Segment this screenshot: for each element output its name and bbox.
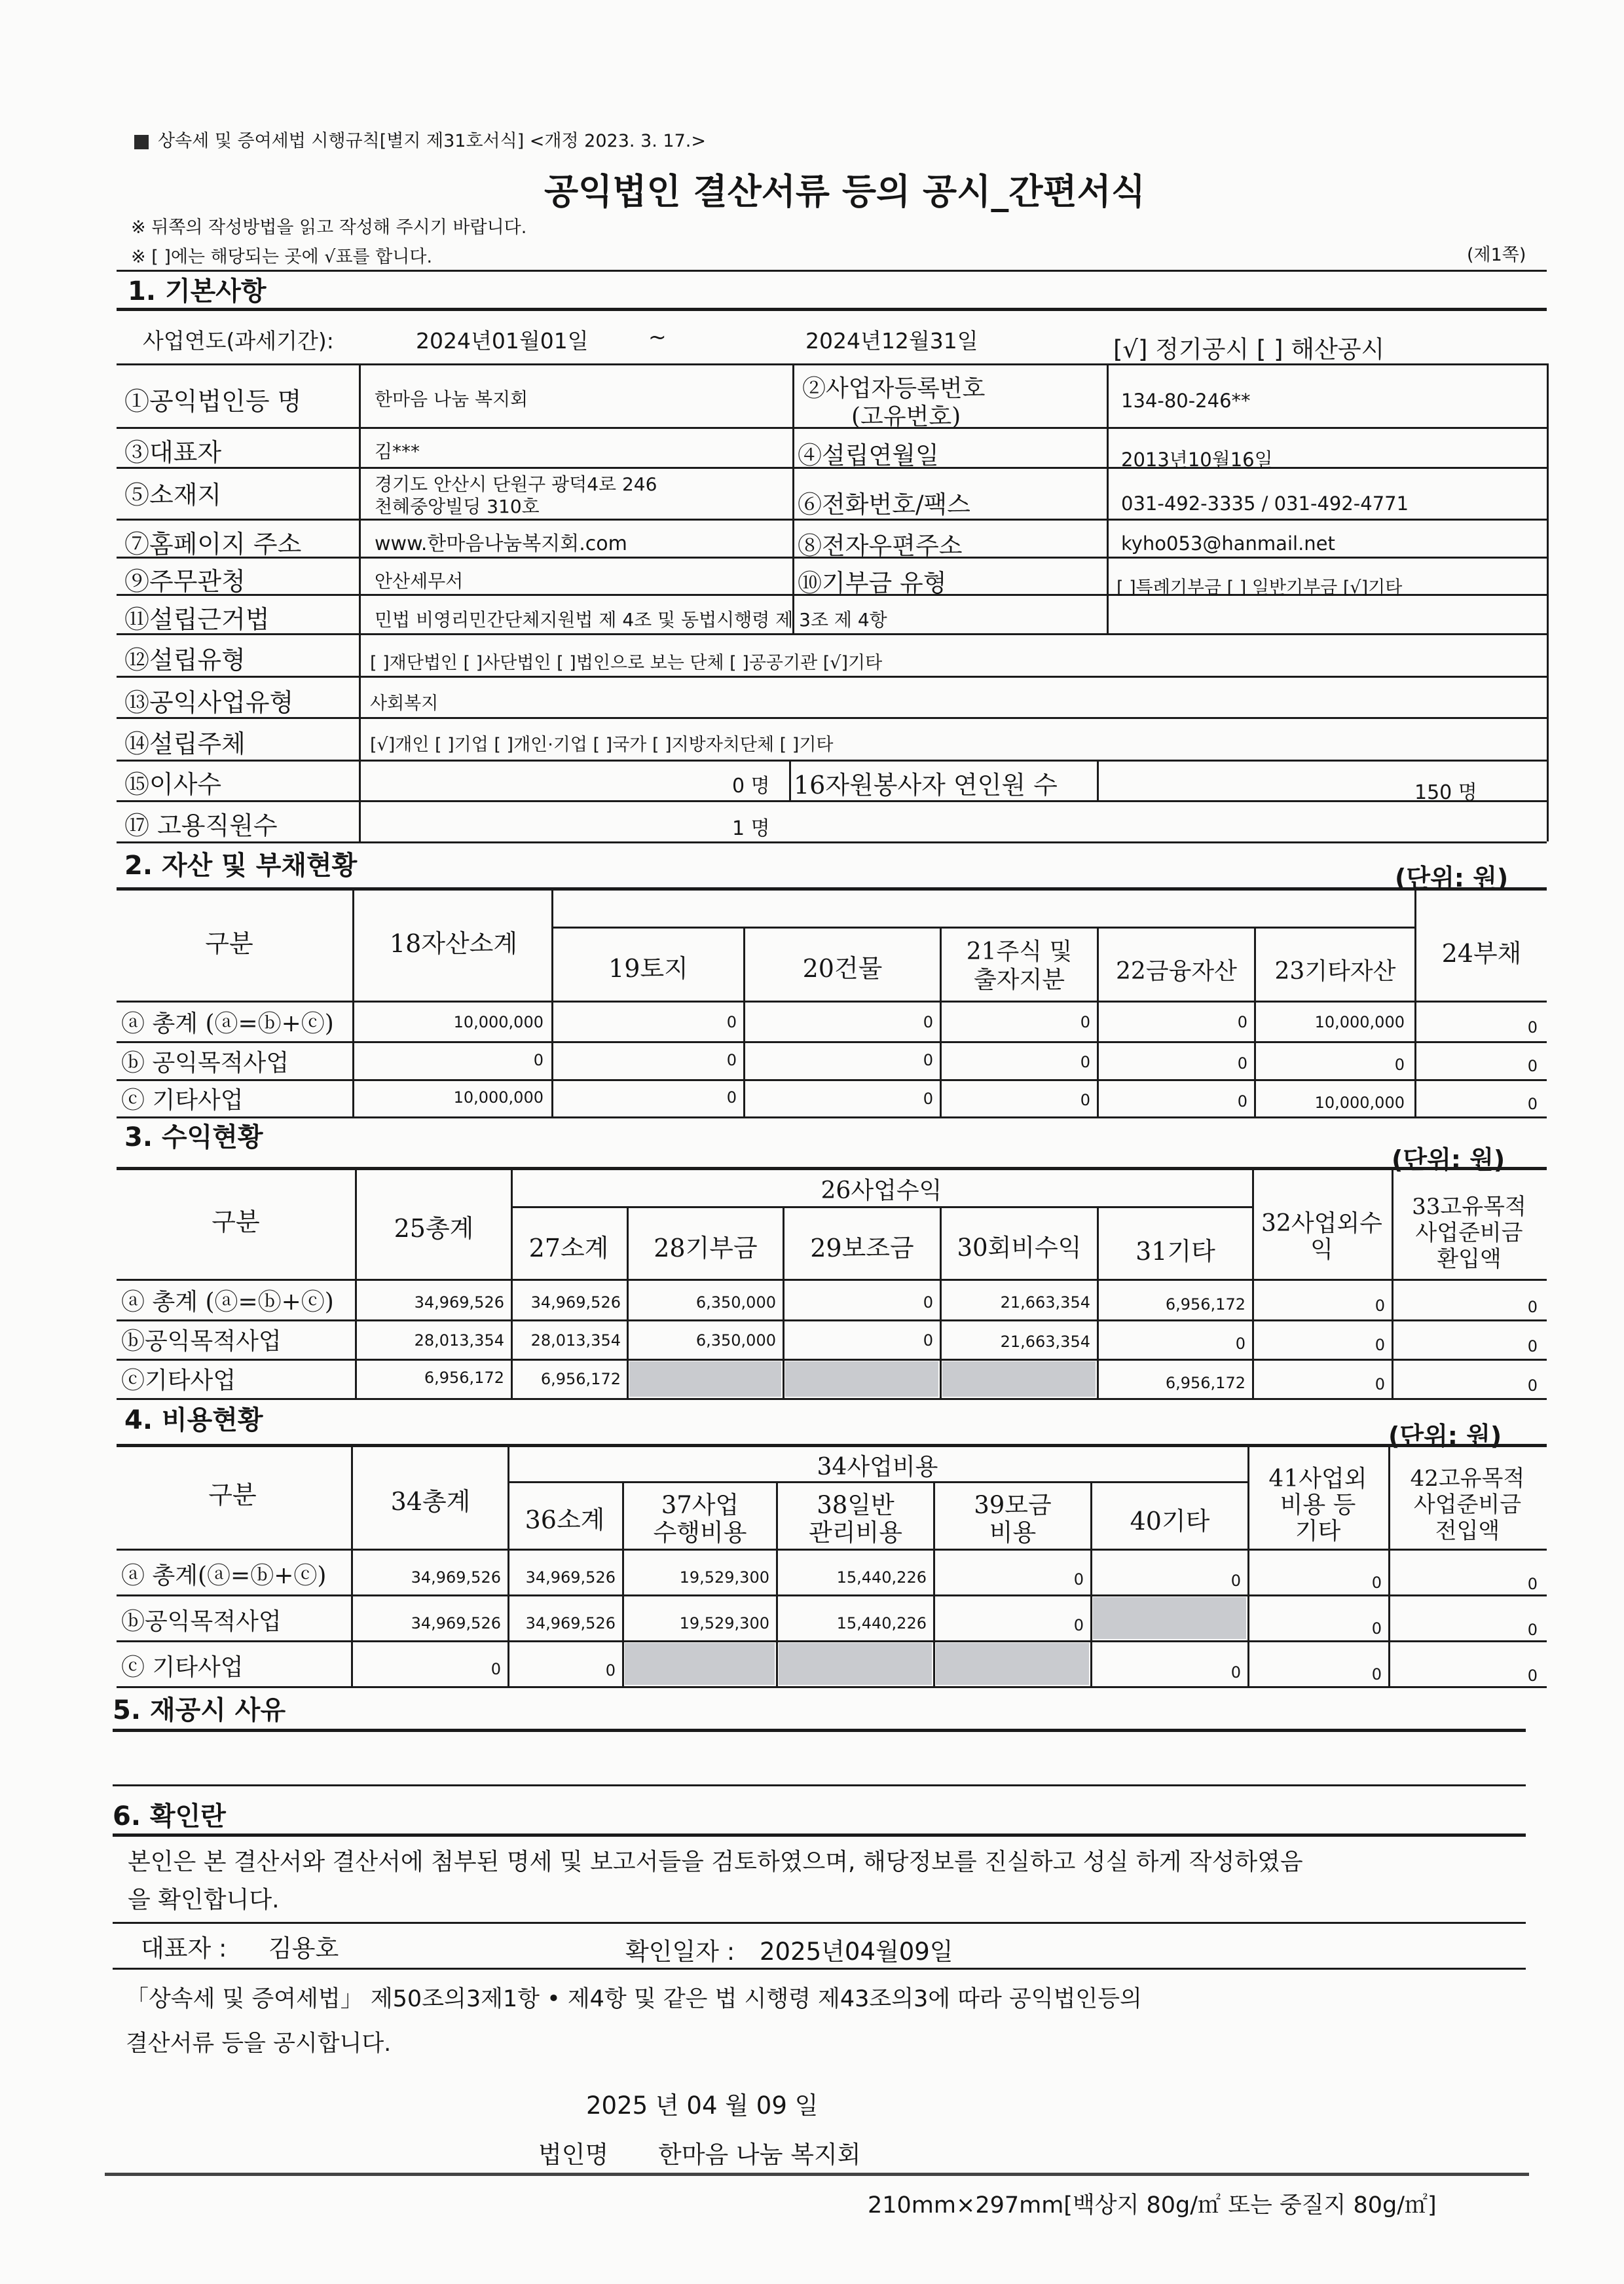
s4-header-other: 40기타 xyxy=(1130,1507,1210,1536)
s4-cell: 34,969,526 xyxy=(411,1614,501,1632)
staff-label: ⑰ 고용직원수 xyxy=(124,811,278,840)
s2-cell: 0 xyxy=(1527,1018,1538,1037)
s2-cell: 10,000,000 xyxy=(453,1013,544,1031)
bizno-value: 134-80-246** xyxy=(1121,390,1251,412)
s3-cell: 28,013,354 xyxy=(530,1331,621,1350)
fiscal-year-to: 2024년12월31일 xyxy=(805,328,978,354)
s4-cell: 0 xyxy=(490,1660,501,1678)
s2-header-building: 20건물 xyxy=(802,954,883,983)
corp-name-value: 한마음 나눔 복지회 xyxy=(658,2141,861,2169)
establishment-type-label: ⑫설립유형 xyxy=(124,646,246,674)
s4-cell: 0 xyxy=(1527,1621,1538,1639)
phone-value: 031-492-3335 / 031-492-4771 xyxy=(1121,492,1409,515)
s2-row-label: ⓒ 기타사업 xyxy=(121,1087,244,1114)
s3-cell: 0 xyxy=(1375,1297,1385,1315)
phone-label: ⑥전화번호/팩스 xyxy=(798,490,970,519)
shaded-cell xyxy=(942,1361,1096,1397)
s4-cell: 0 xyxy=(1230,1572,1241,1590)
s4-header-reserve-2: 사업준비금 xyxy=(1413,1492,1522,1518)
s3-header-nonbiz-1: 32사업외수 xyxy=(1261,1210,1382,1237)
directors-label: ⑮이사수 xyxy=(124,770,222,799)
s2-cell: 0 xyxy=(533,1051,544,1069)
s2-header-other-assets: 23기타자산 xyxy=(1274,958,1396,985)
s2-cell: 0 xyxy=(1527,1057,1538,1075)
s3-cell: 6,350,000 xyxy=(695,1293,776,1312)
s2-row-label: ⓐ 총계 (ⓐ=ⓑ+ⓒ) xyxy=(121,1010,334,1037)
tax-office-label: ⑨주무관청 xyxy=(124,567,246,596)
email-value: kyho053@hanmail.net xyxy=(1121,532,1335,555)
s4-header-exec-1: 37사업 xyxy=(661,1491,739,1519)
disclosure-type: [√] 정기공시 [ ] 해산공시 xyxy=(1113,335,1385,363)
s3-row-label: ⓐ 총계 (ⓐ=ⓑ+ⓒ) xyxy=(121,1289,334,1316)
s4-header-admin-1: 38일반 xyxy=(817,1491,895,1519)
s3-cell: 34,969,526 xyxy=(414,1293,504,1312)
bullet-square-icon xyxy=(134,135,149,149)
s2-cell: 0 xyxy=(923,1051,933,1069)
representative-value: 김*** xyxy=(375,441,420,462)
section3-title: 3. 수익현황 xyxy=(124,1122,263,1152)
sign-date: 2025 년 04 월 09 일 xyxy=(586,2091,819,2120)
s4-header-exec-2: 수행비용 xyxy=(653,1519,747,1547)
law-text-1: 「상속세 및 증여세법」 제50조의3제1항 • 제4항 및 같은 법 시행령 제43조의3에 따라 공익법인등의 xyxy=(126,1986,1142,2012)
staff-value: 1 명 xyxy=(732,817,770,840)
s4-cell: 34,969,526 xyxy=(411,1568,501,1587)
s3-header-donation: 28기부금 xyxy=(654,1234,758,1262)
s4-cell: 15,440,226 xyxy=(836,1568,927,1587)
s2-cell: 10,000,000 xyxy=(1314,1094,1405,1112)
s2-header-financial: 22금융자산 xyxy=(1116,958,1237,985)
s2-cell: 0 xyxy=(726,1088,737,1107)
s2-cell: 0 xyxy=(1237,1054,1247,1073)
corp-name-label: 법인명 xyxy=(538,2141,609,2169)
confirmation-text-1: 본인은 본 결산서와 결산서에 첨부된 명세 및 보고서들을 검토하였으며, 해당정보를 진실하고 성실 하게 작성하였음 xyxy=(128,1849,1303,1875)
bizno-label: ②사업자등록번호 xyxy=(802,375,986,402)
bizno-label-sub: (고유번호) xyxy=(851,403,961,430)
donation-type-value: [ ]특례기부금 [ ] 일반기부금 [√]기타 xyxy=(1116,578,1403,598)
shaded-cell xyxy=(629,1361,781,1397)
org-name-value: 한마음 나눔 복지회 xyxy=(375,388,528,410)
homepage-label: ⑦홈페이지 주소 xyxy=(124,530,302,559)
shaded-cell xyxy=(936,1643,1089,1685)
s4-cell: 0 xyxy=(1371,1619,1382,1638)
s2-header-assets-subtotal: 18자산소계 xyxy=(389,929,518,958)
email-label: ⑧전자우편주소 xyxy=(798,532,963,560)
founded-value: 2013년10월16일 xyxy=(1121,449,1273,471)
org-name-label: ①공익법인등 명 xyxy=(124,387,302,416)
s2-cell: 0 xyxy=(726,1013,737,1031)
shaded-cell xyxy=(625,1643,775,1685)
s2-cell: 0 xyxy=(1080,1053,1090,1071)
s4-cell: 0 xyxy=(1371,1665,1382,1684)
s4-header-biz-expense: 34사업비용 xyxy=(817,1454,938,1481)
public-biz-type-value: 사회복지 xyxy=(370,693,439,714)
s4-cell: 0 xyxy=(1230,1663,1241,1682)
s4-header-fundraising-2: 비용 xyxy=(989,1519,1037,1547)
address-line1: 경기도 안산시 단원구 광덕4로 246 xyxy=(375,473,657,495)
s3-header-reserve-2: 사업준비금 xyxy=(1415,1220,1523,1246)
s3-cell: 6,956,172 xyxy=(540,1370,621,1388)
homepage-value: www.한마음나눔복지회.com xyxy=(375,532,627,555)
founded-label: ④설립연월일 xyxy=(798,441,939,470)
section5-title: 5. 재공시 사유 xyxy=(113,1695,286,1725)
s3-header-category: 구분 xyxy=(212,1207,260,1236)
s4-cell: 0 xyxy=(1073,1616,1084,1634)
legal-basis-label: ⑪설립근거법 xyxy=(124,605,270,634)
s3-cell: 6,956,172 xyxy=(1165,1295,1246,1314)
s2-cell: 0 xyxy=(923,1090,933,1108)
s4-row-label: ⓑ공익목적사업 xyxy=(121,1608,282,1635)
s2-header-stock-1: 21주식 및 xyxy=(966,938,1073,965)
address-line2: 천혜중앙빌딩 310호 xyxy=(375,496,540,517)
s4-cell: 19,529,300 xyxy=(679,1614,769,1632)
s4-row-label: ⓐ 총계(ⓐ=ⓑ+ⓒ) xyxy=(121,1562,327,1589)
s2-cell: 0 xyxy=(1237,1013,1247,1031)
s4-header-subtotal: 36소계 xyxy=(525,1505,605,1534)
s4-cell: 34,969,526 xyxy=(525,1568,616,1587)
section2-title: 2. 자산 및 부채현황 xyxy=(124,851,358,881)
s3-cell: 0 xyxy=(1527,1298,1538,1316)
s2-header-category: 구분 xyxy=(205,929,253,958)
s3-header-subsidy: 29보조금 xyxy=(810,1234,914,1262)
s3-cell: 21,663,354 xyxy=(1000,1293,1090,1312)
s3-cell: 0 xyxy=(1375,1336,1385,1354)
page-title: 공익법인 결산서류 등의 공시_간편서식 xyxy=(544,170,1146,212)
founder-value: [√]개인 [ ]기업 [ ]개인·기업 [ ]국가 [ ]지방자치단체 [ ]기타 xyxy=(370,735,834,755)
shaded-cell xyxy=(785,1361,938,1397)
s4-cell: 0 xyxy=(1527,1667,1538,1685)
s4-header-nonbiz-1: 41사업외 xyxy=(1268,1465,1367,1492)
legal-basis-value: 민법 비영리민간단체지원법 제 4조 및 동법시행령 제 3조 제 4항 xyxy=(375,609,887,631)
s3-row-label: ⓑ공익목적사업 xyxy=(121,1328,282,1355)
s3-header-biz-revenue: 26사업수익 xyxy=(821,1177,942,1204)
s3-header-total: 25총계 xyxy=(394,1214,474,1243)
s4-header-admin-2: 관리비용 xyxy=(809,1519,902,1547)
s2-cell: 0 xyxy=(1080,1013,1090,1031)
s3-cell: 21,663,354 xyxy=(1000,1333,1090,1351)
paper-spec: 210mm×297mm[백상지 80g/㎡ 또는 중질지 80g/㎡] xyxy=(868,2192,1437,2219)
law-text-2: 결산서류 등을 공시합니다. xyxy=(126,2031,392,2057)
section6-title: 6. 확인란 xyxy=(113,1801,226,1832)
s4-cell: 15,440,226 xyxy=(836,1614,927,1632)
s3-cell: 0 xyxy=(1235,1335,1246,1353)
s4-cell: 19,529,300 xyxy=(679,1568,769,1587)
page-number: (제1쪽) xyxy=(1467,245,1526,265)
s4-cell: 0 xyxy=(1073,1570,1084,1589)
s4-cell: 0 xyxy=(605,1661,616,1680)
shaded-cell xyxy=(779,1643,932,1685)
s2-cell: 0 xyxy=(726,1051,737,1069)
legal-basis: 상속세 및 증여세법 시행규칙[별지 제31호서식] <개정 2023. 3. 17.> xyxy=(134,126,706,152)
s2-cell: 0 xyxy=(1237,1092,1247,1111)
section4-unit: (단위: 원) xyxy=(1388,1422,1502,1450)
fiscal-year-tilde: ~ xyxy=(648,324,667,350)
s3-row-label: ⓒ기타사업 xyxy=(121,1367,236,1394)
s4-header-reserve-1: 42고유목적 xyxy=(1410,1465,1525,1492)
s3-header-other: 31기타 xyxy=(1135,1237,1215,1266)
shaded-cell xyxy=(1093,1597,1246,1639)
s3-cell: 6,956,172 xyxy=(1165,1374,1246,1392)
representative-sign-label: 대표자 : xyxy=(141,1934,227,1962)
s3-cell: 0 xyxy=(1375,1375,1385,1393)
s2-cell: 0 xyxy=(1080,1091,1090,1109)
s4-header-fundraising-1: 39모금 xyxy=(974,1491,1052,1519)
s4-cell: 0 xyxy=(1527,1575,1538,1593)
volunteer-value: 150 명 xyxy=(1414,781,1477,804)
s2-cell: 10,000,000 xyxy=(1314,1013,1405,1031)
s4-header-category: 구분 xyxy=(208,1481,257,1509)
confirm-date-label: 확인일자 : xyxy=(625,1938,735,1966)
s3-cell: 6,956,172 xyxy=(424,1369,504,1387)
donation-type-label: ⑩기부금 유형 xyxy=(798,569,947,597)
s3-header-reserve-1: 33고유목적 xyxy=(1412,1194,1526,1220)
note-checkmark: ※ [ ]에는 해당되는 곳에 √표를 합니다. xyxy=(131,247,433,267)
s3-cell: 34,969,526 xyxy=(530,1293,621,1312)
s3-cell: 28,013,354 xyxy=(414,1331,504,1350)
s4-cell: 0 xyxy=(1371,1574,1382,1592)
s2-row-label: ⓑ 공익목적사업 xyxy=(121,1050,289,1077)
section4-title: 4. 비용현황 xyxy=(124,1405,263,1435)
s2-header-stock-2: 출자지분 xyxy=(973,967,1065,993)
s3-cell: 0 xyxy=(923,1293,933,1312)
fiscal-year-label: 사업연도(과세기간): xyxy=(143,328,334,354)
confirmation-text-2: 을 확인합니다. xyxy=(128,1887,280,1913)
representative-label: ③대표자 xyxy=(124,438,222,467)
representative-sign-name: 김용호 xyxy=(268,1934,339,1962)
s4-row-label: ⓒ 기타사업 xyxy=(121,1654,244,1681)
s3-header-nonbiz-2: 익 xyxy=(1310,1236,1333,1263)
s3-cell: 0 xyxy=(1527,1337,1538,1355)
confirm-date-value: 2025년04월09일 xyxy=(760,1938,953,1966)
s4-header-reserve-3: 전입액 xyxy=(1435,1518,1500,1544)
s2-cell: 0 xyxy=(1527,1095,1538,1113)
volunteer-label: 16자원봉사자 연인원 수 xyxy=(794,771,1058,800)
note-instructions: ※ 뒤쪽의 작성방법을 읽고 작성해 주시기 바랍니다. xyxy=(131,217,527,238)
s3-header-subtotal: 27소계 xyxy=(528,1234,609,1262)
s2-header-liabilities: 24부채 xyxy=(1441,939,1522,968)
s2-cell: 10,000,000 xyxy=(453,1088,544,1107)
s3-cell: 6,350,000 xyxy=(695,1331,776,1350)
establishment-type-value: [ ]재단법인 [ ]사단법인 [ ]법인으로 보는 단체 [ ]공공기관 [√]기타 xyxy=(370,653,883,673)
section3-unit: (단위: 원) xyxy=(1392,1145,1505,1174)
s3-cell: 0 xyxy=(1527,1376,1538,1395)
s2-cell: 0 xyxy=(1394,1056,1405,1074)
s4-header-total: 34총계 xyxy=(390,1487,471,1516)
address-label: ⑤소재지 xyxy=(124,481,222,509)
s4-cell: 34,969,526 xyxy=(525,1614,616,1632)
s3-cell: 0 xyxy=(923,1331,933,1350)
founder-label: ⑭설립주체 xyxy=(124,729,246,758)
s2-cell: 0 xyxy=(923,1013,933,1031)
section1-title: 1. 기본사항 xyxy=(128,276,267,306)
s4-header-nonbiz-2: 비용 등 xyxy=(1280,1492,1356,1519)
section2-unit: (단위: 원) xyxy=(1395,864,1509,893)
s3-header-reserve-3: 환입액 xyxy=(1437,1246,1502,1272)
public-biz-type-label: ⑬공익사업유형 xyxy=(124,688,294,717)
s2-header-land: 19토지 xyxy=(608,954,688,983)
s3-header-membership: 30회비수익 xyxy=(957,1234,1082,1262)
tax-office-value: 안산세무서 xyxy=(375,570,464,592)
s4-header-nonbiz-3: 기타 xyxy=(1295,1518,1341,1545)
fiscal-year-from: 2024년01월01일 xyxy=(416,328,589,354)
directors-value: 0 명 xyxy=(732,775,770,798)
